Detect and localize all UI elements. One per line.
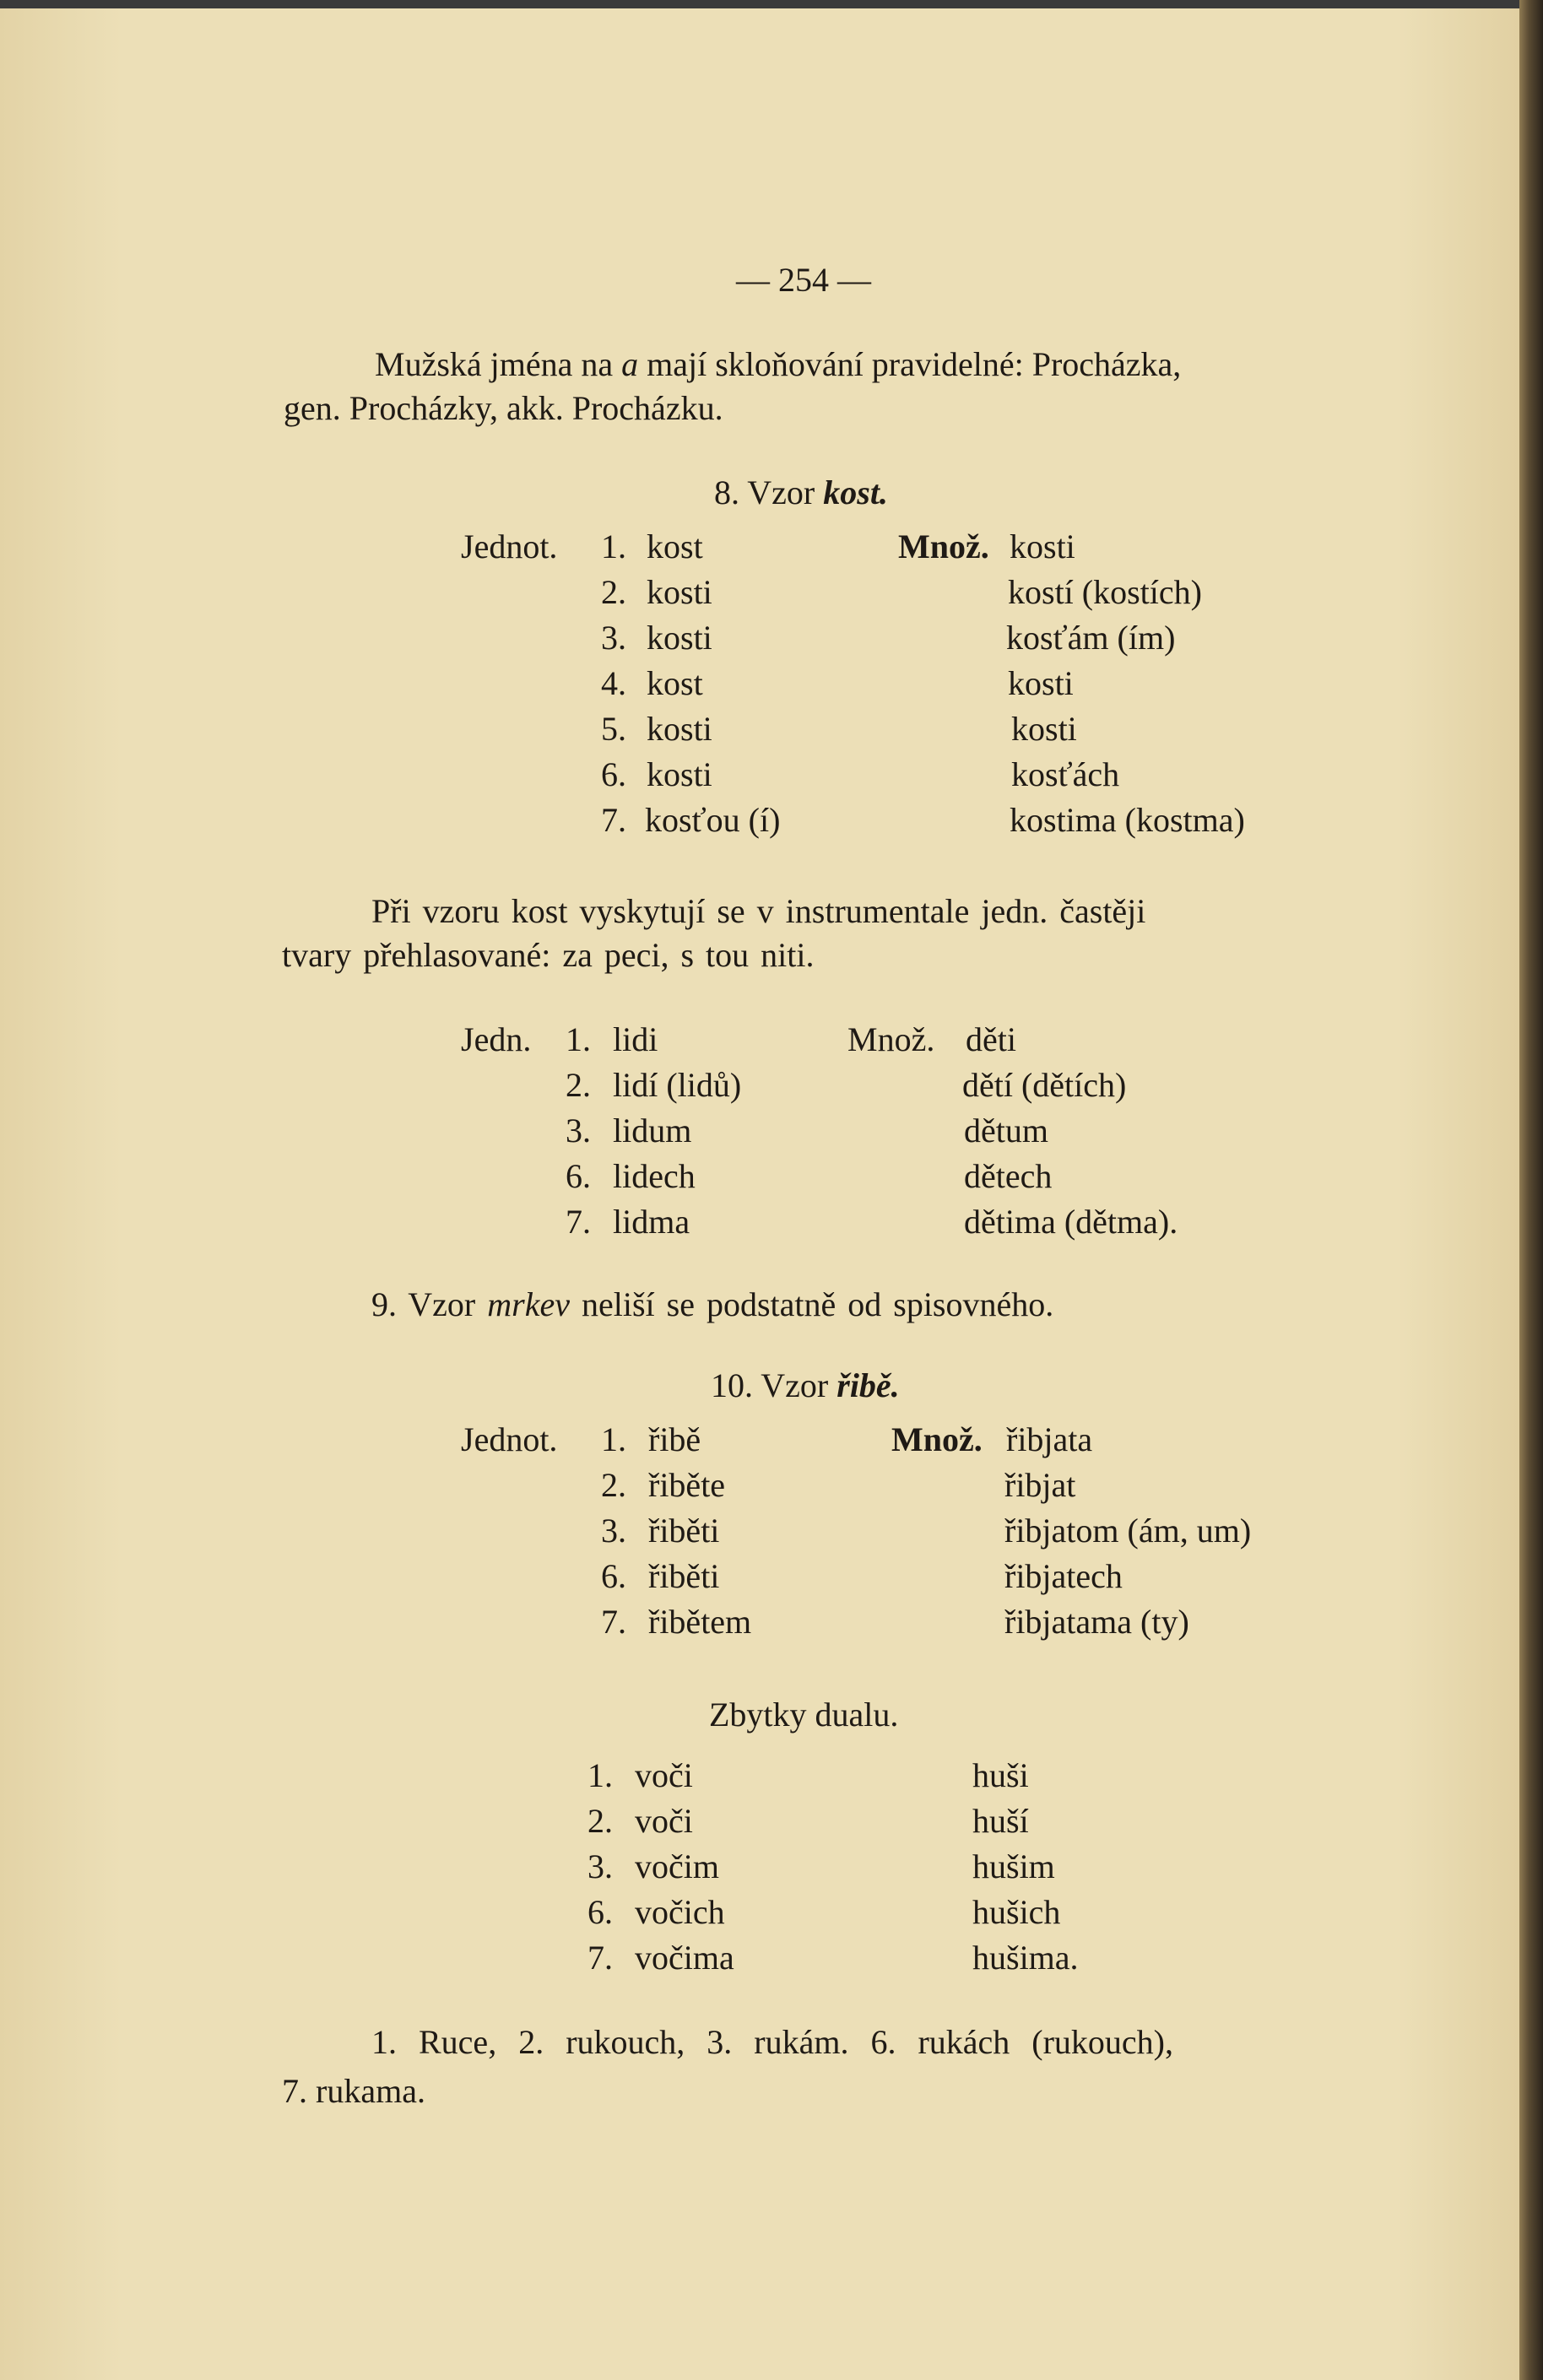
kost-pl-label: Množ. (898, 527, 989, 565)
table-cell-sg: kosti (647, 573, 712, 611)
ruce-line-2: 7. rukama. (282, 2072, 425, 2110)
table-cell-b: hušich (972, 1893, 1061, 1931)
table-cell-sg: řiběti (648, 1512, 720, 1550)
table-cell-pl: kosti (1011, 710, 1077, 748)
table-cell-b: huši (972, 1756, 1029, 1794)
table-row-num: 3. (566, 1112, 591, 1149)
table-row-num: 5. (601, 710, 626, 748)
ribe-pl-label: Množ. (891, 1420, 983, 1458)
table-cell-a: vočima (635, 1939, 734, 1977)
table-cell-pl: kosťám (ím) (1006, 619, 1176, 657)
table-row-num: 3. (601, 619, 626, 657)
table-row-num: 7. (601, 1603, 626, 1641)
table-cell-sg: lidech (613, 1157, 696, 1195)
table-row-num: 7. (601, 801, 626, 839)
table-row-num: 4. (601, 664, 626, 702)
table-cell-pl: řibjatama (ty) (1004, 1603, 1189, 1641)
table-cell-b: huší (972, 1802, 1029, 1840)
kost-heading: 8. Vzor kost. (714, 473, 888, 511)
table-cell-sg: řiběti (648, 1557, 720, 1595)
table-row-num: 6. (601, 1557, 626, 1595)
table-row-num: 1. (566, 1020, 591, 1058)
table-cell-pl: kosťách (1011, 755, 1120, 793)
table-row-num: 6. (587, 1893, 613, 1931)
table-row-num: 1. (601, 1420, 626, 1458)
table-cell-sg: kosťou (í) (645, 801, 781, 839)
lidi-pl-label: Množ. (847, 1020, 935, 1058)
table-cell-sg: kosti (647, 619, 712, 657)
table-cell-sg: kosti (647, 710, 712, 748)
table-row-num: 2. (601, 573, 626, 611)
table-cell-sg: kosti (647, 755, 712, 793)
table-cell-sg: lidí (lidů) (613, 1066, 742, 1104)
table-cell-b: hušim (972, 1847, 1055, 1885)
note-line-1: Při vzoru kost vyskytují se v instrumentale jedn. častěji (371, 892, 1146, 930)
table-cell-pl: kostí (kostích) (1008, 573, 1202, 611)
table-cell-sg: lidi (613, 1020, 658, 1058)
table-row-num: 2. (601, 1466, 626, 1504)
table-row-num: 2. (587, 1802, 613, 1840)
table-cell-pl: řibjat (1004, 1466, 1076, 1504)
table-row-num: 6. (566, 1157, 591, 1195)
table-cell-pl: dětech (964, 1157, 1053, 1195)
table-cell-sg: lidma (613, 1203, 690, 1241)
ruce-line-1: 1. Ruce, 2. rukouch, 3. rukám. 6. rukách (rukouch), (371, 2023, 1173, 2061)
table-cell-pl: kosti (1008, 664, 1074, 702)
table-cell-pl: dětima (dětma). (964, 1203, 1178, 1241)
table-cell-sg: kost (647, 664, 703, 702)
mrkev-line: 9. Vzor mrkev neliší se podstatně od spisovného. (371, 1285, 1054, 1323)
table-cell-sg: kost (647, 527, 703, 565)
table-cell-pl: řibjatom (ám, um) (1004, 1512, 1252, 1550)
table-row-num: 2. (566, 1066, 591, 1104)
page-edge (1519, 0, 1543, 2380)
top-border (0, 0, 1519, 8)
table-cell-pl: řibjatech (1004, 1557, 1123, 1595)
note-line-2: tvary přehlasované: za peci, s tou niti. (282, 936, 815, 974)
table-cell-pl: děti (966, 1020, 1016, 1058)
ribe-heading: 10. Vzor řibě. (711, 1366, 900, 1404)
table-cell-pl: kosti (1010, 527, 1075, 565)
intro-line-1: Mužská jména na a mají skloňování pravidelné: Procházka, (375, 345, 1182, 383)
table-cell-sg: řibě (648, 1420, 701, 1458)
table-cell-pl: řibjata (1006, 1420, 1093, 1458)
table-row-num: 7. (566, 1203, 591, 1241)
table-row-num: 1. (601, 527, 626, 565)
ribe-sg-label: Jednot. (461, 1420, 558, 1458)
table-cell-pl: dětí (dětích) (962, 1066, 1127, 1104)
table-row-num: 3. (587, 1847, 613, 1885)
table-cell-a: voči (635, 1802, 693, 1840)
table-cell-b: hušima. (972, 1939, 1079, 1977)
table-cell-sg: řiběte (648, 1466, 726, 1504)
dual-heading: Zbytky dualu. (709, 1696, 899, 1734)
table-row-num: 7. (587, 1939, 613, 1977)
page-number: — 254 — (736, 261, 871, 299)
intro-line-2: gen. Procházky, akk. Procházku. (284, 389, 723, 427)
table-cell-sg: lidum (613, 1112, 692, 1149)
table-cell-pl: kostima (kostma) (1010, 801, 1245, 839)
kost-sg-label: Jednot. (461, 527, 558, 565)
table-row-num: 6. (601, 755, 626, 793)
table-cell-sg: řibětem (648, 1603, 752, 1641)
table-cell-a: vočich (635, 1893, 725, 1931)
table-row-num: 1. (587, 1756, 613, 1794)
table-row-num: 3. (601, 1512, 626, 1550)
table-cell-a: vočim (635, 1847, 719, 1885)
table-cell-a: voči (635, 1756, 693, 1794)
lidi-sg-label: Jedn. (461, 1020, 532, 1058)
table-cell-pl: dětum (964, 1112, 1048, 1149)
